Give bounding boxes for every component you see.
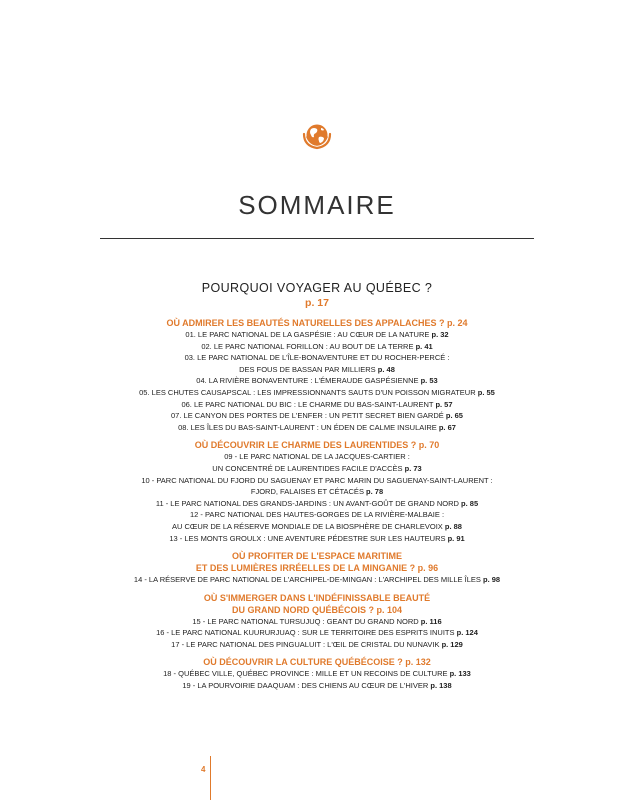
toc-section (80, 592, 554, 651)
toc-entry-text: DES FOUS DE BASSAN PAR MILLIERS (239, 364, 376, 374)
section-title: OÙ PROFITER DE L'ESPACE MARITIME (232, 551, 402, 562)
toc-entry-text: 14 - LA RÉSERVE DE PARC NATIONAL DE L'ARCHIPEL-DE-MINGAN : L'ARCHIPEL DES MILLE ÎLES (133, 575, 481, 585)
toc-entry-text: 16 - LE PARC NATIONAL KUURURJUAQ : SUR LE TERRITOIRE DES ESPRITS INUITS (156, 628, 455, 638)
toc-entry[interactable] (80, 533, 554, 545)
toc-entry-page: p. 116 (420, 616, 442, 626)
toc-entry-text: 13 - LES MONTS GROULX : UNE AVENTURE PÉDESTRE SUR LES HAUTEURS (169, 533, 446, 543)
toc-entry-page: p. 78 (366, 487, 384, 497)
toc-entry-text: 18 - QUÉBEC VILLE, QUÉBEC PROVINCE : MILLE ET UN RECOINS DE CULTURE (163, 669, 448, 679)
section-title: OÙ DÉCOUVRIR LE CHARME DES LAURENTIDES ? p. 70 (194, 440, 440, 451)
toc-entry-page: p. 65 (445, 411, 463, 421)
toc-entry-page: p. 88 (444, 521, 462, 531)
title-divider (100, 238, 534, 239)
section-title: OÙ S'IMMERGER DANS L'INDÉFINISSABLE BEAUTÉ (203, 592, 431, 603)
toc-sections (80, 317, 554, 692)
toc-entry-page: p. 138 (430, 681, 452, 691)
toc-entry-text: 01. LE PARC NATIONAL DE LA GASPÉSIE : AU CŒUR DE LA NATURE (185, 330, 430, 339)
toc-entry[interactable] (80, 680, 554, 692)
toc-section (80, 550, 554, 586)
toc-section (80, 439, 554, 544)
toc-entry-text: 12 - PARC NATIONAL DES HAUTES-GORGES DE LA RIVIÈRE-MALBAIE : (189, 510, 445, 520)
main-heading-page: p. 17 (305, 297, 329, 309)
toc-entry-page: p. 124 (456, 628, 478, 638)
main-heading: POURQUOI VOYAGER AU QUÉBEC ? (201, 281, 433, 295)
toc-entry-text: 15 - LE PARC NATIONAL TURSUJUQ : GEANT DU GRAND NORD (192, 616, 419, 626)
toc-entry[interactable] (80, 463, 554, 475)
toc-entry[interactable] (80, 509, 554, 521)
toc-entry-text: 04. LA RIVIÈRE BONAVENTURE : L'ÉMERAUDE GASPÉSIENNE (196, 376, 419, 386)
toc-entry-page: p. 73 (404, 463, 422, 473)
toc-entry-text: AU CŒUR DE LA RÉSERVE MONDIALE DE LA BIOSPHÈRE DE CHARLEVOIX (172, 521, 443, 531)
toc-entry[interactable] (80, 498, 554, 510)
page-title: SOMMAIRE (238, 190, 396, 220)
toc-entry-text: UN CONCENTRÉ DE LAURENTIDES FACILE D'ACCÈS (212, 463, 403, 473)
table-of-contents (80, 280, 554, 692)
section-title: ET DES LUMIÈRES IRRÉELLES DE LA MINGANIE ? p. 96 (195, 563, 439, 574)
toc-entry-page: p. 53 (420, 376, 438, 386)
toc-entry[interactable] (80, 451, 554, 463)
toc-entry-page: p. 133 (449, 669, 471, 679)
toc-entry[interactable] (80, 387, 554, 399)
toc-entry[interactable] (80, 364, 554, 376)
toc-entry-text: 10 - PARC NATIONAL DU FJORD DU SAGUENAY ET PARC MARIN DU SAGUENAY-SAINT-LAURENT : (141, 475, 493, 485)
toc-entry[interactable] (80, 616, 554, 628)
toc-entry[interactable] (80, 521, 554, 533)
page-number: 4 (201, 765, 206, 774)
toc-entry-page: p. 129 (441, 639, 463, 649)
toc-entry-text: 11 - LE PARC NATIONAL DES GRANDS-JARDINS : UN AVANT-GOÛT DE GRAND NORD (155, 498, 459, 508)
toc-entry-page: p. 57 (435, 399, 453, 409)
toc-entry[interactable] (80, 352, 554, 364)
toc-section (80, 317, 554, 433)
toc-entry-text: 07. LE CANYON DES PORTES DE L'ENFER : UN PETIT SECRET BIEN GARDÉ (171, 411, 444, 421)
toc-entry-page: p. 67 (438, 422, 456, 432)
toc-entry[interactable] (80, 639, 554, 651)
toc-entry[interactable] (80, 341, 554, 353)
toc-entry-text: 09 - LE PARC NATIONAL DE LA JACQUES-CARTIER : (224, 452, 410, 462)
page-number-rule (210, 756, 211, 800)
toc-entry[interactable] (80, 375, 554, 387)
toc-entry[interactable] (80, 475, 554, 487)
toc-entry[interactable] (80, 329, 554, 341)
toc-entry-text: 06. LE PARC NATIONAL DU BIC : LE CHARME DU BAS-SAINT-LAURENT (181, 399, 434, 409)
toc-entry-page: p. 41 (415, 341, 433, 351)
section-title: OÙ ADMIRER LES BEAUTÉS NATURELLES DES APPALACHES ? p. 24 (166, 318, 468, 328)
toc-entry-text: 02. LE PARC NATIONAL FORILLON : AU BOUT DE LA TERRE (201, 341, 414, 351)
section-title: DU GRAND NORD QUÉBÉCOIS ? p. 104 (231, 604, 403, 615)
toc-entry[interactable] (80, 410, 554, 422)
toc-entry-page: p. 85 (461, 498, 479, 508)
toc-entry-page: p. 91 (447, 533, 465, 543)
toc-entry[interactable] (80, 668, 554, 680)
toc-entry-text: 17 - LE PARC NATIONAL DES PINGUALUIT : L'ŒIL DE CRISTAL DU NUNAVIK (171, 639, 440, 649)
toc-entry-text: 19 - LA POURVOIRIE DAAQUAM : DES CHIENS AU CŒUR DE L'HIVER (182, 681, 429, 691)
toc-entry-text: FJORD, FALAISES ET CÉTACÉS (250, 487, 364, 497)
toc-entry[interactable] (80, 486, 554, 498)
globe-hands-icon (297, 116, 337, 156)
toc-entry-text: 08. LES ÎLES DU BAS-SAINT-LAURENT : UN ÉDEN DE CALME INSULAIRE (178, 422, 437, 432)
toc-entry-page: p. 55 (477, 387, 495, 397)
toc-entry[interactable] (80, 574, 554, 586)
toc-section (80, 656, 554, 691)
toc-entry[interactable] (80, 422, 554, 434)
toc-entry-page: p. 32 (431, 330, 449, 339)
section-title: OÙ DÉCOUVRIR LA CULTURE QUÉBÉCOISE ? p. 132 (203, 657, 431, 668)
toc-entry-text: 05. LES CHUTES CAUSAPSCAL : LES IMPRESSIONNANTS SAUTS D'UN POISSON MIGRATEUR (139, 387, 476, 397)
toc-entry-text: 03. LE PARC NATIONAL DE L'ÎLE-BONAVENTURE ET DU ROCHER-PERCÉ : (184, 353, 450, 363)
toc-entry[interactable] (80, 627, 554, 639)
toc-entry-page: p. 98 (483, 575, 501, 585)
toc-entry-page: p. 48 (377, 364, 395, 374)
toc-entry[interactable] (80, 399, 554, 411)
